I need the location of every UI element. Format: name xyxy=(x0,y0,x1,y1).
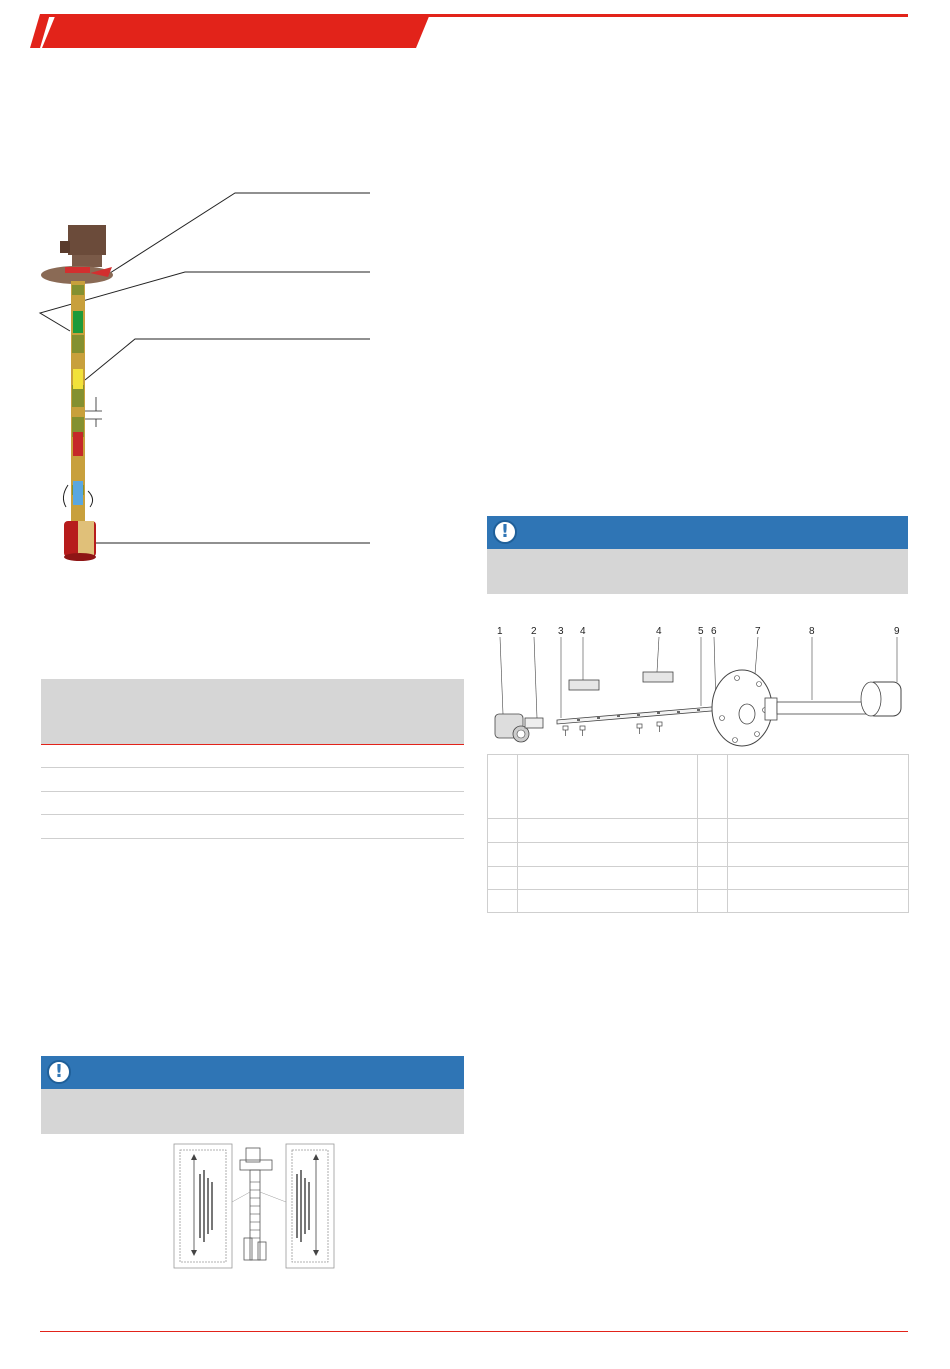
spec-table-row xyxy=(41,767,464,768)
spec-table-row xyxy=(41,838,464,839)
spec-table-header xyxy=(41,679,464,744)
part-label: 4 xyxy=(580,626,586,637)
spec-table-divider xyxy=(41,744,464,745)
part-label: 5 xyxy=(698,626,704,637)
table-row xyxy=(488,819,909,843)
spec-table-row xyxy=(41,814,464,815)
footer-rule xyxy=(40,1331,908,1332)
notice-header xyxy=(41,1056,464,1089)
parts-table xyxy=(487,754,909,913)
part-label: 9 xyxy=(894,626,900,637)
part-label: 4 xyxy=(656,626,662,637)
notice-box-top xyxy=(487,516,908,594)
exploded-assembly-drawing xyxy=(487,622,908,752)
exclamation-icon: ! xyxy=(47,1060,71,1084)
part-label: 2 xyxy=(531,626,537,637)
table-row xyxy=(488,867,909,890)
table-row xyxy=(488,843,909,867)
header-banner xyxy=(30,14,430,48)
part-label: 6 xyxy=(711,626,717,637)
exclamation-icon: ! xyxy=(493,520,517,544)
part-label: 3 xyxy=(558,626,564,637)
spec-table-row xyxy=(41,791,464,792)
sensor-illustration xyxy=(30,185,380,575)
notice-box-bottom xyxy=(41,1056,464,1134)
notice-header xyxy=(487,516,908,549)
label-placement-drawing xyxy=(172,1142,336,1270)
part-label: 8 xyxy=(809,626,815,637)
table-row xyxy=(488,890,909,913)
part-label: 1 xyxy=(497,626,503,637)
part-label: 7 xyxy=(755,626,761,637)
table-row xyxy=(488,755,909,819)
